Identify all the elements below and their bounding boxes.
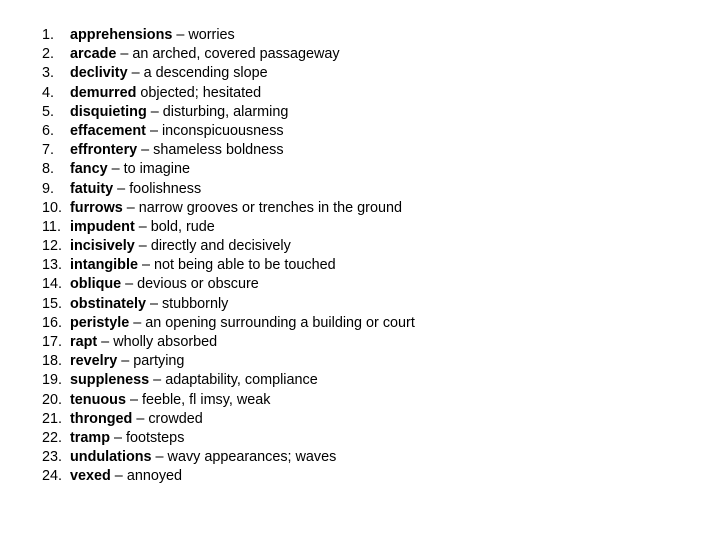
item-number: 9.: [42, 180, 55, 197]
item-separator: –: [129, 314, 146, 331]
item-term: demurred: [70, 84, 137, 101]
vocab-item: [42, 333, 415, 352]
item-number: 4.: [42, 84, 55, 101]
item-term: vexed: [70, 468, 111, 485]
item-definition: foolishness: [129, 180, 202, 197]
vocab-item: [42, 45, 415, 64]
item-definition: shameless boldness: [153, 142, 284, 159]
item-separator: –: [132, 410, 149, 427]
item-term: effacement: [70, 122, 146, 139]
item-definition: an arched, covered passageway: [132, 46, 340, 63]
item-term: effrontery: [70, 142, 138, 159]
item-separator: –: [145, 295, 162, 312]
item-separator: –: [107, 161, 124, 178]
item-separator: –: [97, 334, 114, 350]
item-separator: –: [127, 65, 144, 82]
item-number: 14.: [42, 276, 63, 293]
item-term: declivity: [70, 65, 128, 82]
item-term: furrows: [70, 199, 123, 216]
item-number: 23.: [42, 449, 63, 466]
item-definition: not being able to be touched: [153, 257, 336, 274]
vocab-item: [42, 26, 415, 45]
vocab-item: [42, 467, 415, 486]
item-separator: –: [172, 27, 189, 43]
item-term: peristyle: [70, 314, 130, 331]
item-number: 13.: [42, 257, 63, 274]
item-separator: –: [117, 353, 134, 370]
vocab-item: [42, 448, 415, 467]
item-term: intangible: [70, 257, 138, 274]
item-definition: annoyed: [126, 468, 183, 485]
vocab-item: [42, 237, 415, 256]
item-separator: –: [125, 391, 142, 408]
vocab-item: [42, 64, 415, 83]
item-term: fancy: [70, 161, 108, 178]
item-number: 15.: [42, 295, 63, 312]
item-term: thronged: [70, 410, 133, 427]
vocab-item: [42, 295, 415, 314]
item-term: tenuous: [70, 391, 126, 408]
item-number: 22.: [42, 429, 63, 446]
item-term: revelry: [70, 353, 118, 370]
item-definition: adaptability, compliance: [165, 372, 318, 389]
item-separator: –: [134, 218, 151, 235]
item-term: apprehensions: [70, 27, 173, 43]
item-number: 18.: [42, 353, 63, 370]
item-definition: an opening surrounding a building or court: [145, 314, 415, 331]
item-definition: stubbornly: [161, 295, 229, 312]
vocab-item: [42, 84, 415, 103]
item-separator: –: [146, 103, 163, 120]
item-term: incisively: [70, 238, 135, 255]
vocab-item: [42, 352, 415, 371]
item-definition: feeble, fl imsy, weak: [141, 391, 271, 408]
item-separator: –: [113, 180, 130, 197]
vocab-item: [42, 141, 415, 160]
item-number: 11.: [42, 218, 61, 235]
item-term: disquieting: [70, 103, 147, 120]
item-term: undulations: [70, 449, 152, 466]
item-term: arcade: [70, 46, 117, 63]
item-number: 12.: [42, 238, 63, 255]
item-number: 5.: [42, 103, 55, 120]
item-separator: –: [145, 122, 162, 139]
vocab-item: [42, 160, 415, 179]
item-definition: disturbing, alarming: [162, 103, 289, 120]
item-definition: devious or obscure: [137, 276, 259, 293]
item-term: oblique: [70, 276, 122, 293]
item-definition: a descending slope: [143, 65, 268, 82]
item-number: 7.: [42, 142, 55, 159]
item-number: 8.: [42, 161, 55, 178]
item-separator: –: [122, 199, 139, 216]
item-definition: partying: [133, 353, 185, 370]
item-separator: –: [109, 429, 126, 446]
item-definition: wholly absorbed: [113, 334, 218, 350]
item-definition: inconspicuousness: [161, 122, 284, 139]
vocab-item: [42, 180, 415, 199]
item-number: 19.: [42, 372, 63, 389]
item-number: 6.: [42, 122, 55, 139]
item-term: tramp: [70, 429, 110, 446]
vocab-item: [42, 218, 415, 237]
item-number: 3.: [42, 65, 55, 82]
item-number: 2.: [42, 46, 55, 63]
item-separator: –: [110, 468, 127, 485]
vocabulary-list: [42, 26, 415, 487]
item-number: 21.: [42, 410, 63, 427]
item-term: suppleness: [70, 372, 150, 389]
item-number: 16.: [42, 314, 63, 331]
item-separator: –: [121, 276, 138, 293]
item-definition: worries: [188, 27, 235, 43]
item-separator: –: [134, 238, 151, 255]
item-definition: objected; hesitated: [140, 84, 262, 101]
item-number: 17.: [42, 334, 63, 350]
item-definition: to imagine: [123, 161, 190, 178]
item-definition: crowded: [148, 410, 203, 427]
item-number: 10.: [42, 199, 63, 216]
vocab-item: [42, 410, 415, 429]
item-separator: –: [137, 142, 154, 159]
item-number: 20.: [42, 391, 63, 408]
item-definition: narrow grooves or trenches in the ground: [138, 199, 402, 216]
vocab-item: [42, 256, 415, 275]
vocab-item: [42, 391, 415, 410]
item-definition: directly and decisively: [150, 238, 291, 255]
item-separator: –: [151, 449, 168, 466]
item-number: 1.: [42, 27, 55, 43]
item-definition: footsteps: [125, 429, 185, 446]
vocab-item: [42, 103, 415, 122]
vocab-item: [42, 275, 415, 294]
item-term: obstinately: [70, 295, 146, 312]
item-term: impudent: [70, 218, 135, 235]
item-separator: –: [137, 257, 154, 274]
vocab-item: [42, 371, 415, 390]
vocab-item: [42, 199, 415, 218]
item-term: rapt: [70, 334, 98, 350]
vocab-item: [42, 122, 415, 141]
item-separator: –: [149, 372, 166, 389]
vocab-item: [42, 314, 415, 333]
item-number: 24.: [42, 468, 63, 485]
vocab-item: [42, 429, 415, 448]
item-term: fatuity: [70, 180, 114, 197]
item-definition: bold, rude: [150, 218, 215, 235]
item-definition: wavy appearances; waves: [167, 449, 337, 466]
item-separator: –: [116, 46, 133, 63]
